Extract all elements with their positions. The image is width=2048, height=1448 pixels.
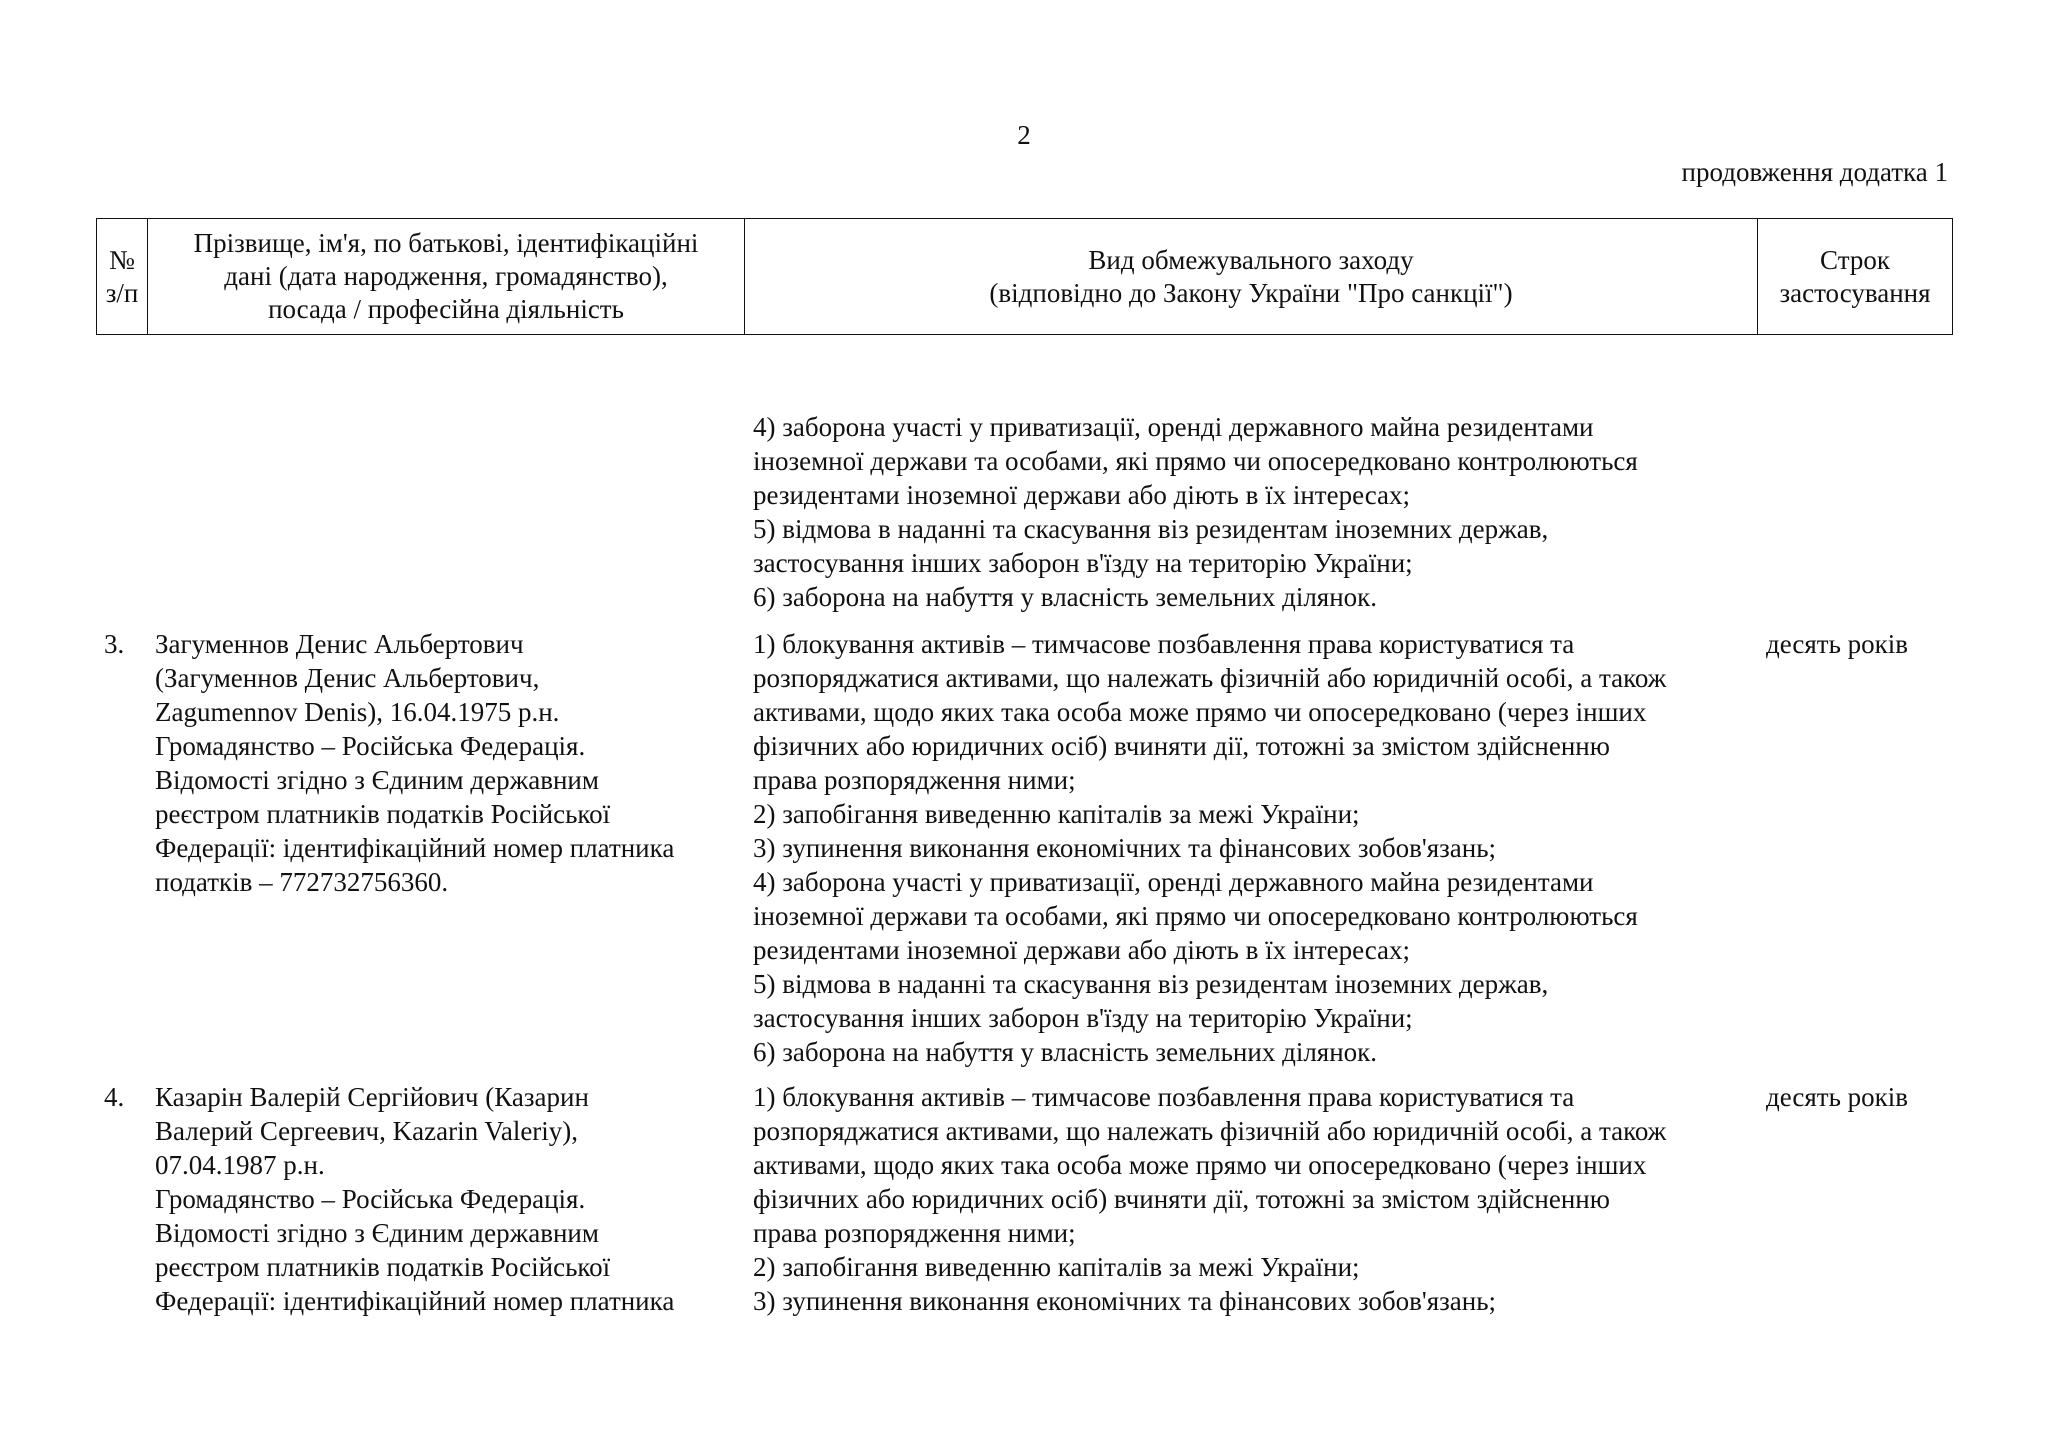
- header-term-line: Строк: [1820, 244, 1890, 275]
- person-line: Федерації: ідентифікаційний номер платника: [155, 833, 675, 863]
- person-line: Загуменнов Денис Альбертович: [155, 629, 524, 659]
- header-number-line: з/п: [105, 277, 139, 308]
- entry-term: десять років: [1766, 629, 1909, 659]
- person-line: Громадянство – Російська Федерація.: [155, 1184, 586, 1214]
- person-line: реєстром платників податків Російської: [155, 1252, 611, 1282]
- header-measure-line: Вид обмежувального заходу: [1088, 244, 1414, 275]
- measure-line: активами, щодо яких така особа може прямо чи опосередковано (через інших: [753, 1150, 1647, 1180]
- measure-line: 5) відмова в наданні та скасування віз резидентам іноземних держав,: [753, 969, 1549, 999]
- person-line: 07.04.1987 р.н.: [155, 1150, 325, 1180]
- measure-line: фізичних або юридичних осіб) вчиняти дії, тотожні за змістом здійсненню: [753, 731, 1610, 761]
- person-line: Відомості згідно з Єдиним державним: [155, 765, 599, 795]
- person-line: Відомості згідно з Єдиним державним: [155, 1218, 599, 1248]
- measure-line: 6) заборона на набуття у власність земельних ділянок.: [753, 582, 1378, 612]
- person-line: Казарін Валерій Сергійович (Казарин: [155, 1082, 589, 1112]
- header-number-line: №: [109, 244, 135, 275]
- person-line: Zagumennov Denis), 16.04.1975 р.н.: [155, 697, 560, 727]
- entry-number: 4.: [104, 1082, 125, 1112]
- measure-line: права розпорядження ними;: [753, 765, 1076, 795]
- measure-line: фізичних або юридичних осіб) вчиняти дії, тотожні за змістом здійсненню: [753, 1184, 1610, 1214]
- measure-line: 1) блокування активів – тимчасове позбавлення права користуватися та: [753, 629, 1575, 659]
- measure-line: активами, щодо яких така особа може прямо чи опосередковано (через інших: [753, 697, 1647, 727]
- measure-line: розпоряджатися активами, що належать фізичній або юридичній особі, а також: [753, 1116, 1667, 1146]
- measure-line: 5) відмова в наданні та скасування віз резидентам іноземних держав,: [753, 514, 1549, 544]
- person-line: Громадянство – Російська Федерація.: [155, 731, 586, 761]
- measure-line: 4) заборона участі у приватизації, оренді державного майна резидентами: [753, 412, 1594, 442]
- entry-number: 3.: [104, 629, 125, 659]
- person-line: реєстром платників податків Російської: [155, 799, 611, 829]
- entry-measures: [753, 1080, 1753, 1318]
- person-line: (Загуменнов Денис Альбертович,: [155, 663, 540, 693]
- entry-person: [155, 1080, 735, 1318]
- measure-line: іноземної держави та особами, які прямо чи опосередковано контролюються: [753, 446, 1638, 476]
- measure-line: 2) запобігання виведенню капіталів за межі України;: [753, 1252, 1360, 1282]
- measure-line: розпоряджатися активами, що належать фізичній або юридичній особі, а також: [753, 663, 1667, 693]
- measure-line: застосування інших заборон в'їзду на територію України;: [753, 1003, 1413, 1033]
- measure-line: резидентами іноземної держави або діють в їх інтересах;: [753, 935, 1411, 965]
- measure-line: 4) заборона участі у приватизації, оренді державного майна резидентами: [753, 867, 1594, 897]
- header-person-line: Прізвище, ім'я, по батькові, ідентифікаційні: [193, 228, 699, 258]
- continued-measures: [753, 410, 1753, 614]
- header-term-line: застосування: [1779, 277, 1931, 308]
- entry-term: десять років: [1766, 1082, 1909, 1112]
- measure-line: 6) заборона на набуття у власність земельних ділянок.: [753, 1037, 1378, 1067]
- measure-line: іноземної держави та особами, які прямо чи опосередковано контролюються: [753, 901, 1638, 931]
- header-measure-line: (відповідно до Закону України "Про санкції"): [989, 277, 1513, 308]
- measure-line: 3) зупинення виконання економічних та фінансових зобов'язань;: [753, 1286, 1497, 1316]
- continuation-label: продовження додатка 1: [1681, 157, 1948, 187]
- measure-line: застосування інших заборон в'їзду на територію України;: [753, 548, 1413, 578]
- page-number: 2: [1017, 120, 1031, 150]
- person-line: податків – 772732756360.: [155, 867, 449, 897]
- header-person-line: дані (дата народження, громадянство),: [224, 261, 668, 291]
- entry-measures: [753, 627, 1753, 1069]
- person-line: Федерації: ідентифікаційний номер платника: [155, 1286, 675, 1316]
- header-person-line: посада / професійна діяльність: [268, 294, 624, 324]
- measure-line: 1) блокування активів – тимчасове позбавлення права користуватися та: [753, 1082, 1575, 1112]
- person-line: Валерий Сергеевич, Kazarin Valeriy),: [155, 1116, 579, 1146]
- measure-line: резидентами іноземної держави або діють в їх інтересах;: [753, 480, 1411, 510]
- measure-line: 3) зупинення виконання економічних та фінансових зобов'язань;: [753, 833, 1497, 863]
- measure-line: 2) запобігання виведенню капіталів за межі України;: [753, 799, 1360, 829]
- entry-person: [155, 627, 735, 899]
- measure-line: права розпорядження ними;: [753, 1218, 1076, 1248]
